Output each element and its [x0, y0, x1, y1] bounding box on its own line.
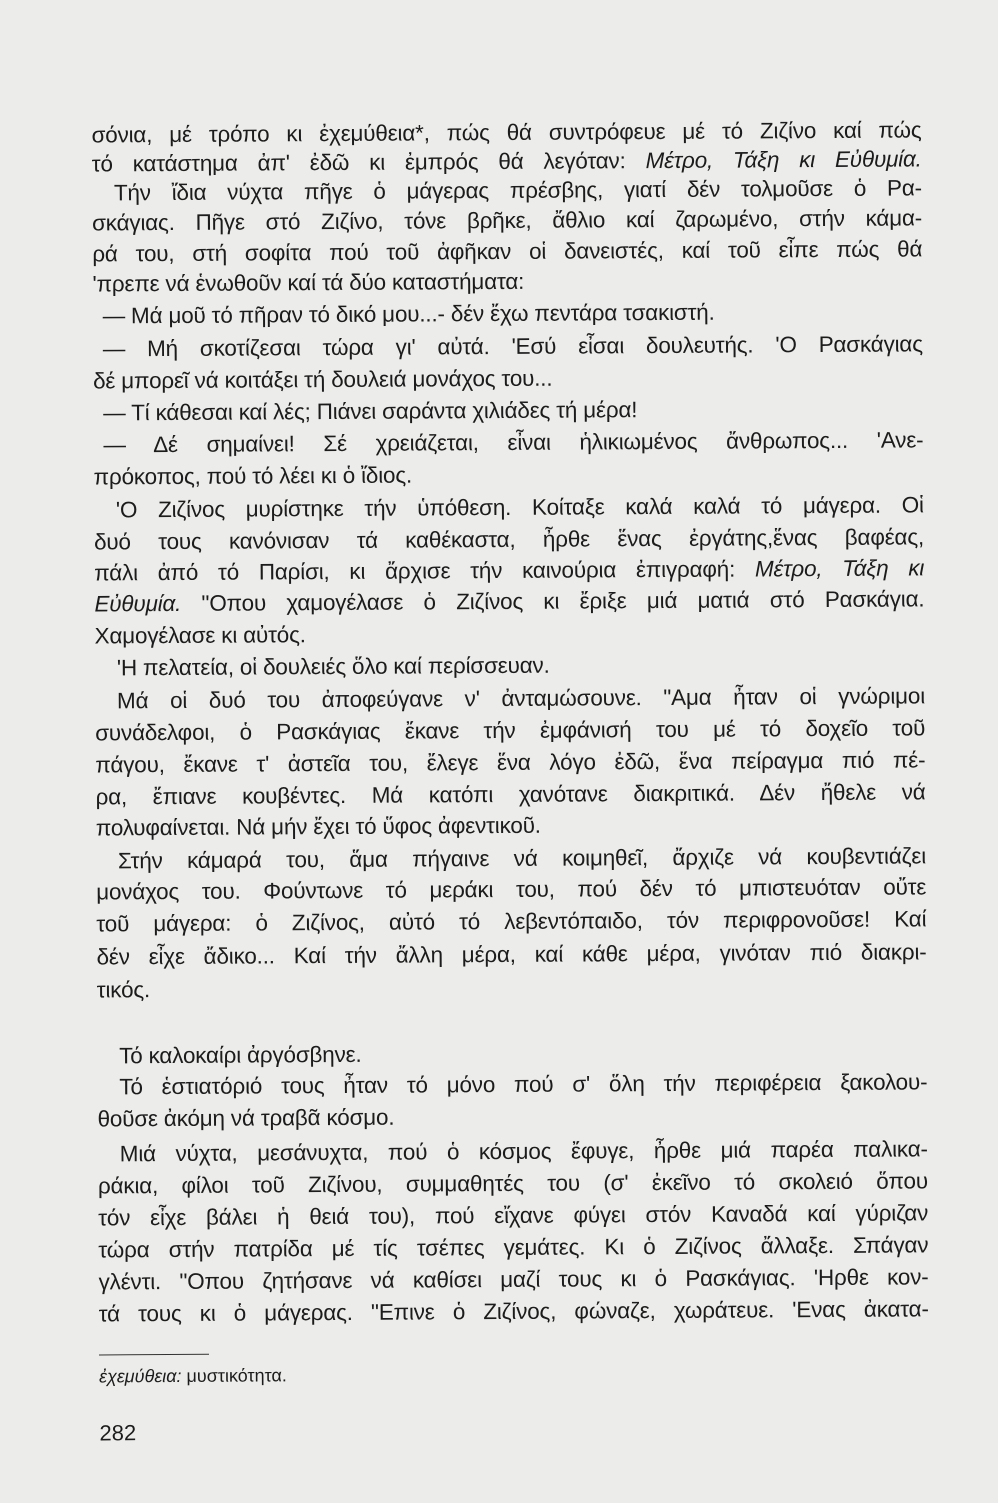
text-line — [94, 554, 924, 587]
text-segment: Χαμογέλασε κι αὐτός. — [94, 622, 306, 649]
text-line — [116, 491, 924, 524]
text-segment: — Τί κάθεσαι καί λές; Πιάνει σαράντα χιλιάδες τή μέρα! — [103, 397, 638, 426]
text-line — [103, 330, 923, 363]
text-segment: 'Ο Ζιζίνος μυρίστηκε τήν ὑπόθεση. Κοίταξε καλά καλά τό μάγερα. Οἱ — [115, 492, 924, 523]
text-segment: Τό ἑστιατόριό τους ἦταν τό μόνο πού σ' ὅλη τήν περιφέρεια ξακολου- — [119, 1069, 928, 1100]
text-segment: σκάγιας. Πῆγε στό Ζιζίνο, τόνε βρῆκε, ἄθλιο καί ζαρωμένο, στήν κάμα- — [92, 205, 923, 236]
text-line — [119, 1037, 927, 1070]
text-line — [94, 458, 924, 491]
text-line — [94, 585, 924, 618]
page-number: 282 — [99, 1420, 137, 1446]
text-segment: τοῦ μάγερα: ὁ Ζιζίνος, αὐτό τό λεβεντόπαιδο, τόν περιφρονοῦσε! Καί — [96, 906, 927, 937]
text-line — [92, 204, 922, 237]
text-line — [92, 265, 922, 298]
text-line — [117, 682, 925, 715]
text-line — [119, 1068, 927, 1101]
text-line — [97, 1100, 927, 1133]
text-segment: μονάχος του. Φούντωνε τό μεράκι του, πού δέν τό μπιστευόταν οὔτε — [96, 874, 927, 905]
text-line — [96, 938, 926, 971]
text-segment: Τό καλοκαίρι ἀργόσβηνε. — [119, 1041, 362, 1069]
text-line — [92, 235, 922, 268]
text-line — [96, 905, 926, 938]
italic-text: Εὐθυμία. — [94, 590, 182, 617]
text-line — [95, 714, 925, 747]
text-segment: 'Η πελατεία, οἱ δουλειές ὅλο καί περίσσευαν. — [116, 652, 550, 681]
text-segment: τώρα στήν πατρίδα μέ τίς τσέπες γεμάτες. Κι ὁ Ζιζίνος ἄλλαξε. Σπάγαν — [98, 1232, 929, 1263]
text-segment: σόνια, μέ τρόπο κι ἐχεμύθεια*, πώς θά συντρόφευε μέ τό Ζιζίνο καί πώς — [91, 117, 922, 148]
text-segment: πολυφαίνεται. Νά μήν ἔχει τό ὕφος ἀφεντικοῦ. — [95, 812, 541, 841]
text-line — [103, 426, 923, 459]
text-segment: Τήν ἴδια νύχτα πῆγε ὁ μάγερας πρέσβης, γιατί δέν τολμοῦσε ὁ Ρα- — [113, 175, 922, 206]
text-segment: τό κατάστημα ἀπ' ἐδῶ κι ἐμπρός θά λεγόταν: — [91, 148, 646, 177]
footnote-term: ἐχεμύθεια: — [99, 1365, 182, 1387]
text-line — [114, 174, 922, 207]
text-segment: — Μά μοῦ τό πῆραν τό δικό μου...- δέν ἔχω πεντάρα τσακιστή. — [102, 299, 715, 329]
text-segment: — Δέ σημαίνει! Σέ χρειάζεται, εἶναι ἡλικιωμένος ἄνθρωπος... 'Ανε- — [103, 427, 924, 458]
text-line — [91, 116, 921, 149]
text-line — [98, 1199, 928, 1232]
text-line — [120, 1135, 928, 1168]
text-line — [117, 649, 925, 682]
text-line — [99, 1295, 929, 1328]
text-segment: ρα, ἔπιανε κουβέντες. Μά κατόπι χανότανε διακριτικά. Δέν ἤθελε νά — [95, 779, 926, 810]
text-segment: δέν εἶχε ἄδικο... Καί τήν ἄλλη μέρα, καί κάθε μέρα, γινόταν πιό διακρι- — [96, 939, 927, 970]
footnote-definition: μυστικότητα. — [181, 1365, 287, 1386]
text-line — [93, 362, 923, 395]
text-line — [98, 1263, 928, 1296]
text-segment: Στήν κάμαρά του, ἅμα πήγαινε νά κοιμηθεῖ, ἄρχιζε νά κουβεντιάζει — [117, 843, 927, 874]
text-line — [94, 523, 924, 556]
text-segment: Μιά νύχτα, μεσάνυχτα, πού ὁ κόσμος ἔφυγε, ἦρθε μιά παρέα παλικα- — [119, 1136, 928, 1167]
text-segment: τά τους κι ὁ μάγερας. "Επινε ὁ Ζιζίνος, φώναζε, χωράτευε. 'Ενας ἀκατα- — [98, 1296, 929, 1327]
text-segment: θοῦσε ἀκόμη νά τραβᾶ κόσμο. — [97, 1104, 395, 1132]
text-line — [103, 297, 923, 330]
text-segment: — Μή σκοτίζεσαι τώρα γι' αὐτά. 'Εσύ εἶσαι δουλευτής. 'Ο Ρασκάγιας — [102, 331, 923, 362]
text-segment: Μά οἱ δυό του ἀποφεύγανε ν' ἀνταμώσουνε. "Αμα ἦταν οἱ γνώριμοι — [116, 683, 926, 714]
text-line — [95, 617, 925, 650]
text-segment: δέ μπορεῖ νά κοιτάξει τή δουλειά μονάχος του... — [92, 365, 553, 394]
footnote-divider — [99, 1354, 209, 1356]
text-segment: πρόκοπος, πού τό λέει κι ὁ ἴδιος. — [93, 462, 413, 490]
text-line — [103, 394, 923, 427]
text-line — [98, 1167, 928, 1200]
footnote — [99, 1365, 287, 1387]
text-segment: ρά του, στή σοφίτα πού τοῦ ἀφῆκαν οἱ δανειστές, καί τοῦ εἶπε πώς θά — [92, 236, 923, 267]
text-segment: γλέντι. "Οπου ζητήσανε νά καθίσει μαζί τους κι ὁ Ρασκάγιας. 'Ηρθε κον- — [98, 1264, 929, 1295]
text-line — [96, 873, 926, 906]
text-line — [97, 971, 927, 1004]
text-line — [96, 809, 926, 842]
text-line — [96, 778, 926, 811]
text-segment: πάγου, ἔκανε τ' ἀστεῖα του, ἔλεγε ἕνα λόγο ἐδῶ, ἕνα πείραγμα πιό πέ- — [95, 747, 926, 778]
text-segment: δυό τους κανόνισαν τά καθέκαστα, ἦρθε ἕνας ἐργάτης,ἕνας βαφέας, — [93, 524, 925, 555]
text-line — [95, 746, 925, 779]
text-segment: ράκια, φίλοι τοῦ Ζιζίνου, συμμαθητές του (σ' ἐκεῖνο τό σκολειό ὅπου — [97, 1168, 929, 1199]
italic-text: Μέτρο, Τάξη κι — [754, 555, 925, 582]
text-segment: συνάδελφοι, ὁ Ρασκάγιας ἔκανε τήν ἐμφάνισή του μέ τό δοχεῖο τοῦ — [95, 715, 926, 746]
text-line — [92, 145, 922, 178]
italic-text: Μέτρο, Τάξη κι Εὐθυμία. — [645, 146, 922, 174]
text-segment: τικός. — [96, 977, 151, 1003]
text-segment: τόν εἶχε βάλει ἡ θειά του), πού εἴχανε φύγει στόν Καναδά καί γύριζαν — [98, 1200, 929, 1231]
text-segment: "Οπου χαμογέλασε ὁ Ζιζίνος κι ἔριξε μιά ματιά στό Ρασκάγια. — [181, 586, 925, 616]
text-segment: πάλι ἀπό τό Παρίσι, κι ἄρχισε τήν καινούρια ἐπιγραφή: — [94, 556, 755, 586]
text-segment: 'πρεπε νά ἑνωθοῦν καί τά δύο καταστήματα: — [92, 268, 525, 297]
text-line — [118, 842, 926, 875]
text-line — [98, 1231, 928, 1264]
